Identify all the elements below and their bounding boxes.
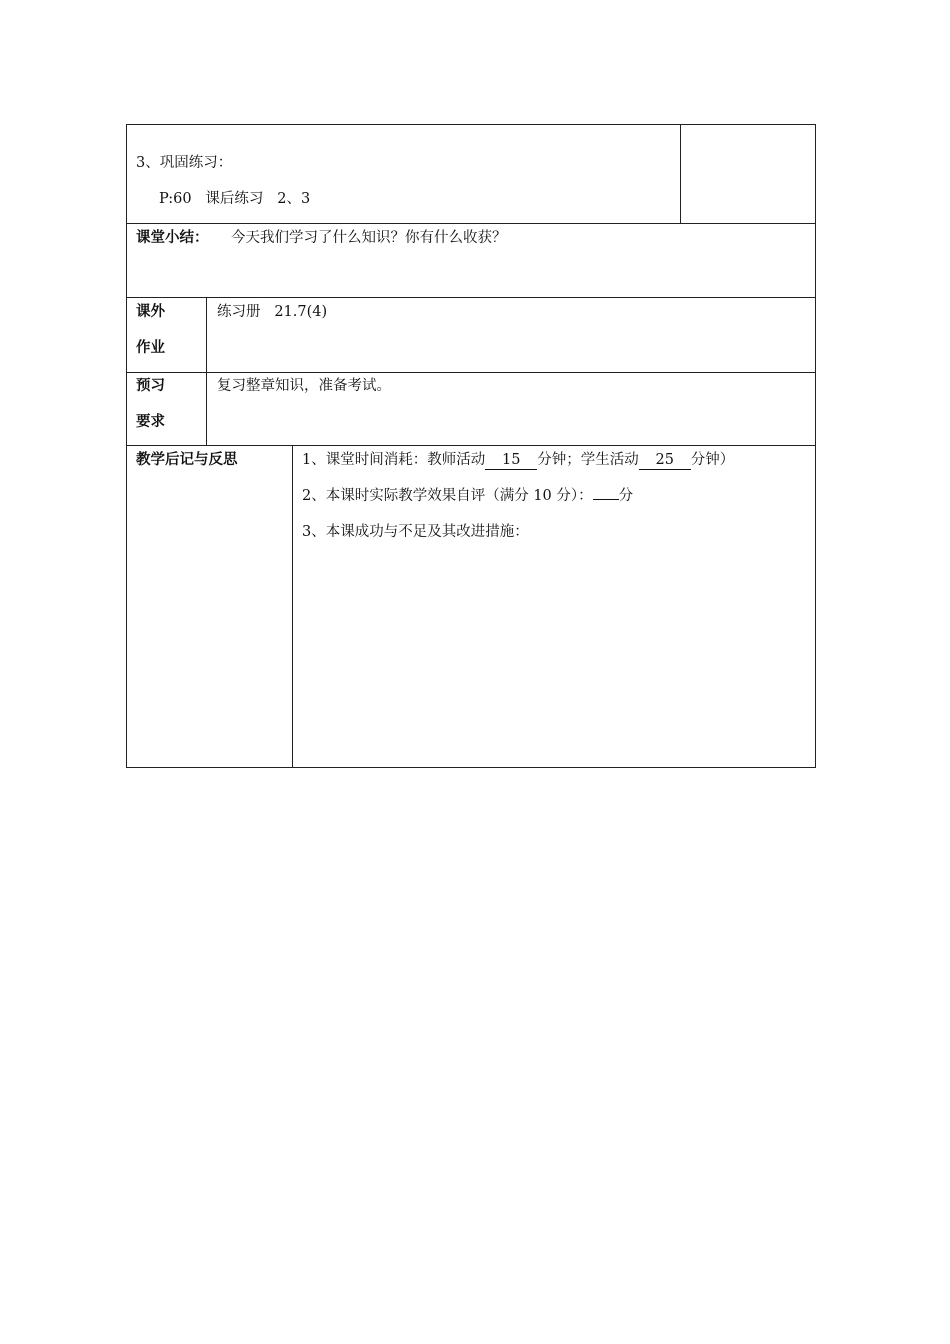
student-minutes-blank: 25: [639, 452, 691, 470]
lesson-table: [126, 124, 816, 768]
summary-label: 课堂小结：: [136, 230, 209, 246]
row-divider-homework: [126, 372, 816, 373]
reflection-item-score: [302, 486, 633, 506]
time-middle: 分钟；学生活动: [537, 452, 639, 468]
score-blank: [593, 499, 619, 500]
label-column-divider: [206, 297, 207, 445]
row-divider-summary: [126, 297, 816, 298]
row-divider-preview: [126, 445, 816, 446]
row-divider-practice: [126, 223, 816, 224]
teacher-minutes-blank: 15: [485, 452, 537, 470]
practice-content: P:60 课后练习 2、3: [159, 191, 311, 207]
reflection-item-time: [302, 450, 734, 470]
preview-label-line2: 要求: [136, 414, 165, 430]
homework-content: 练习册 21.7(4): [217, 304, 328, 320]
score-prefix: 2、本课时实际教学效果自评（满分 10 分）：: [302, 488, 593, 504]
score-suffix: 分: [618, 488, 634, 504]
time-prefix: 1、课堂时间消耗：教师活动: [302, 452, 486, 468]
practice-heading: 3、巩固练习：: [136, 155, 233, 171]
reflection-item-improvement: 3、本课成功与不足及其改进措施：: [302, 524, 529, 540]
homework-label-line2: 作业: [136, 340, 165, 356]
reflection-label: 教学后记与反思: [136, 452, 238, 468]
homework-label-line1: 课外: [136, 304, 165, 320]
reflection-column-divider: [292, 445, 293, 768]
preview-content: 复习整章知识，准备考试。: [217, 378, 391, 394]
summary-content: 今天我们学习了什么知识？你有什么收获？: [231, 230, 507, 246]
preview-label-line1: 预习: [136, 378, 165, 394]
time-suffix: 分钟）: [690, 452, 735, 468]
practice-side-column-divider: [680, 124, 681, 223]
